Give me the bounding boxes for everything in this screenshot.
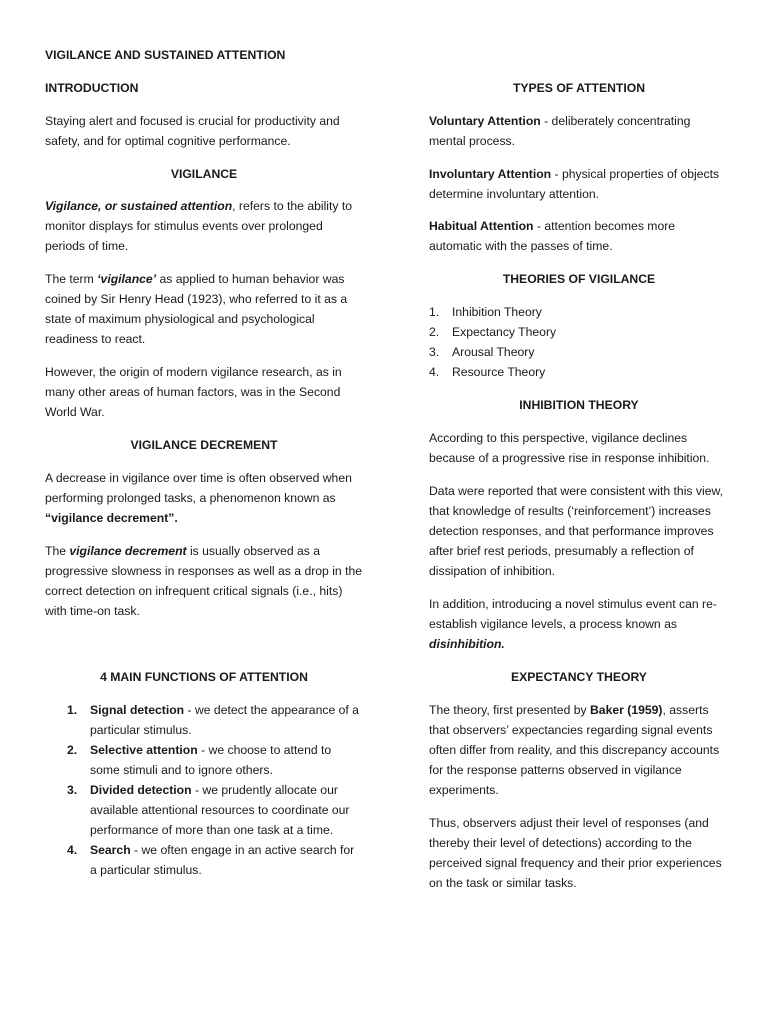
list-item: 2. Expectancy Theory (429, 325, 557, 339)
list-item: 4. Search - we often engage in an active search for a particular stimulus. (67, 843, 355, 877)
list-item: 1. Inhibition Theory (429, 305, 542, 319)
inhibition-paragraph-2: Data were reported that were consistent with this view, that knowledge of results (‘reinforcement’) increases detection responses, and that performance improves after brief rest periods, presumably a reflection of dissipation of inhibition. (429, 484, 723, 578)
decrement-paragraph-2: The vigilance decrement is usually observed as a progressive slowness in responses as well as a drop in the correct detection on infrequent critical signals (i.e., hits) with time-on task. (45, 544, 363, 618)
inhibition-heading: INHIBITION THEORY (519, 398, 639, 412)
introduction-heading: INTRODUCTION (45, 81, 139, 95)
expectancy-heading: EXPECTANCY THEORY (511, 670, 647, 684)
inhibition-paragraph-1: According to this perspective, vigilance declines because of a progressive rise in response inhibition. (429, 431, 710, 465)
vigilance-quoted-term: ‘vigilance’ (97, 272, 157, 286)
introduction-paragraph: Staying alert and focused is crucial for productivity and safety, and for optimal cognitive performance. (45, 114, 340, 148)
decrement-term: “vigilance decrement”. (45, 511, 178, 525)
functions-list (45, 700, 363, 880)
type-involuntary: Involuntary Attention - physical properties of objects determine involuntary attention. (429, 167, 720, 201)
expectancy-paragraph-1: The theory, first presented by Baker (1959), asserts that observers’ expectancies regarding signal events often differ from reality, and this discrepancy accounts for the response patterns observed in vigilance experiments. (429, 703, 720, 797)
baker-citation: Baker (1959) (590, 703, 663, 717)
vigilance-decrement-heading: VIGILANCE DECREMENT (130, 438, 278, 452)
theories-heading: THEORIES OF VIGILANCE (502, 272, 656, 286)
expectancy-paragraph-2: Thus, observers adjust their level of responses (and thereby their level of detections) according to the perceived signal frequency and their prior experiences on the task or similar tasks. (429, 816, 722, 890)
decrement-paragraph-1: A decrease in vigilance over time is often observed when performing prolonged tasks, a phenomenon known as “vigilance decrement”. (45, 471, 352, 525)
type-voluntary: Voluntary Attention - deliberately concentrating mental process. (429, 114, 691, 148)
disinhibition-term: disinhibition. (429, 637, 505, 651)
functions-heading: 4 MAIN FUNCTIONS OF ATTENTION (100, 670, 308, 684)
vigilance-paragraph-1: Vigilance, or sustained attention, refers to the ability to monitor displays for stimulus events over prolonged periods of time. (45, 199, 353, 253)
theories-list (429, 302, 729, 382)
list-item: 1. Signal detection - we detect the appearance of a particular stimulus. (67, 703, 359, 737)
types-heading: TYPES OF ATTENTION (512, 81, 646, 95)
vigilance-paragraph-3: However, the origin of modern vigilance research, as in many other areas of human factors, was in the Second World War. (45, 365, 342, 419)
vigilance-paragraph-2: The term ‘vigilance’ as applied to human behavior was coined by Sir Henry Head (1923), who referred to it as a state of maximum physiological and psychological readiness to react. (45, 272, 348, 346)
type-habitual: Habitual Attention - attention becomes more automatic with the passes of time. (429, 219, 676, 253)
vigilance-term: Vigilance, or sustained attention (45, 199, 233, 213)
inhibition-paragraph-3: In addition, introducing a novel stimulus event can re-establish vigilance levels, a process known as disinhibition. (429, 597, 717, 651)
list-item: 4. Resource Theory (429, 365, 546, 379)
decrement-italic-term: vigilance decrement (69, 544, 187, 558)
list-item: 3. Arousal Theory (429, 345, 535, 359)
list-item: 3. Divided detection - we prudently allocate our available attentional resources to coordinate our performance of more than one task at a time. (67, 783, 350, 837)
vigilance-heading: VIGILANCE (170, 167, 238, 181)
list-item: 2. Selective attention - we choose to attend to some stimuli and to ignore others. (67, 743, 332, 777)
document-title: VIGILANCE AND SUSTAINED ATTENTION (45, 48, 286, 62)
